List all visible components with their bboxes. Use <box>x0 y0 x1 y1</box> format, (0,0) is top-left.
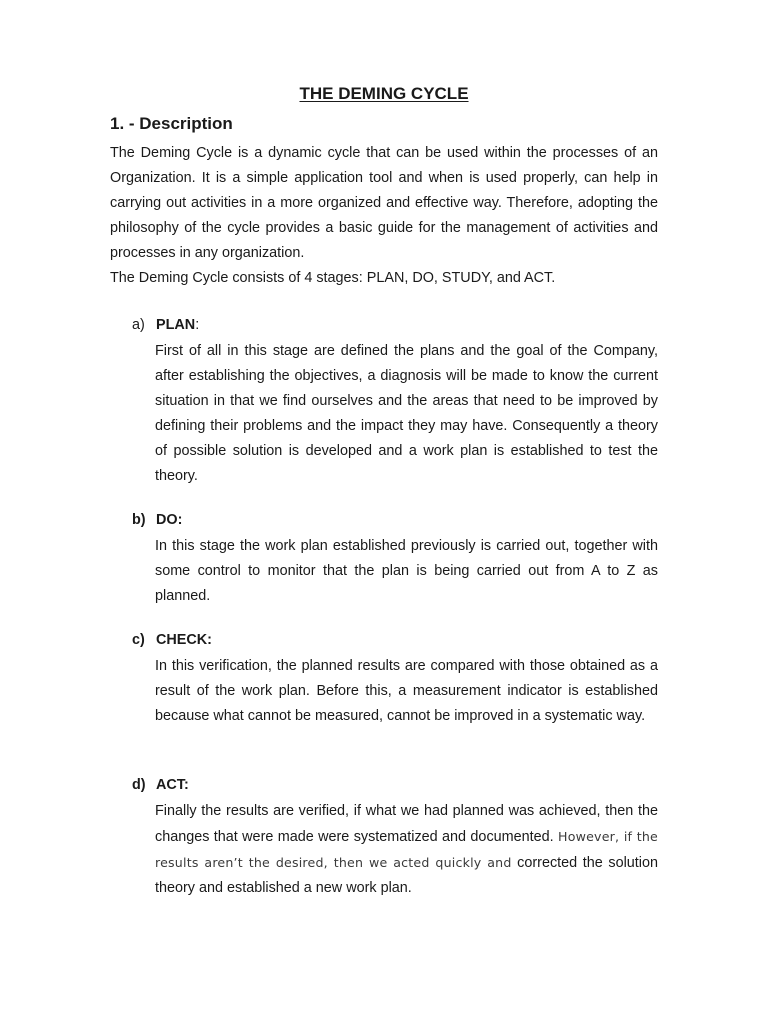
stage-letter: d) <box>132 777 146 793</box>
stage-label <box>132 510 658 530</box>
stage-label <box>132 630 658 650</box>
stage-body: In this stage the work plan established previously is carried out, together with some control to monitor that the plan is being carried out from A to Z as planned. <box>155 538 658 604</box>
stage-label <box>132 775 658 795</box>
stage-name: ACT: <box>156 777 189 793</box>
stage-body <box>155 799 658 901</box>
stage-do <box>132 510 658 609</box>
stage-letter: b) <box>132 512 146 528</box>
stage-body: First of all in this stage are defined the plans and the goal of the Company, after establishing the objectives, a diagnosis will be made to know the current situation in that we find ourselves and the areas that need to be improved by defining their problems and the impact they may have. Consequently a theory of possible solution is developed and a work plan is established to test the theory. <box>155 343 658 484</box>
section-heading: 1. - Description <box>110 114 233 133</box>
intro-stages-line: The Deming Cycle consists of 4 stages: PLAN, DO, STUDY, and ACT. <box>110 270 556 286</box>
intro-block <box>110 141 658 291</box>
stage-name: PLAN <box>156 317 196 333</box>
stage-letter: a) <box>132 317 145 333</box>
stage-label <box>132 315 658 335</box>
stage-check <box>132 630 658 729</box>
intro-paragraph: The Deming Cycle is a dynamic cycle that can be used within the processes of an Organization. It is a simple application tool and when is used properly, can help in carrying out activities in a more organized and effective way. Therefore, adopting the philosophy of the cycle provides a basic guide for the management of activities and processes in any organization. <box>110 145 658 261</box>
stage-name: DO: <box>156 512 183 528</box>
stage-letter: c) <box>132 632 145 648</box>
page-title: THE DEMING CYCLE <box>299 84 469 103</box>
stage-name-suffix: : <box>195 317 200 333</box>
stage-body: In this verification, the planned results are compared with those obtained as a result of the work plan. Before this, a measurement indicator is established because what cannot be measured, cannot be improved in a systematic way. <box>155 658 658 724</box>
stage-name: CHECK: <box>156 632 212 648</box>
stage-act <box>132 775 658 901</box>
stage-body-part: Finally the results are verified, if what we had planned was achieved, then the changes that were made were systematized and documented. <box>155 803 658 845</box>
stage-body-part: corrected the solution theory and established a new work plan. <box>155 855 659 896</box>
stage-body-part-light: However, if the results aren’t the desired, then we acted quickly and <box>155 829 659 870</box>
stage-plan <box>132 315 658 489</box>
